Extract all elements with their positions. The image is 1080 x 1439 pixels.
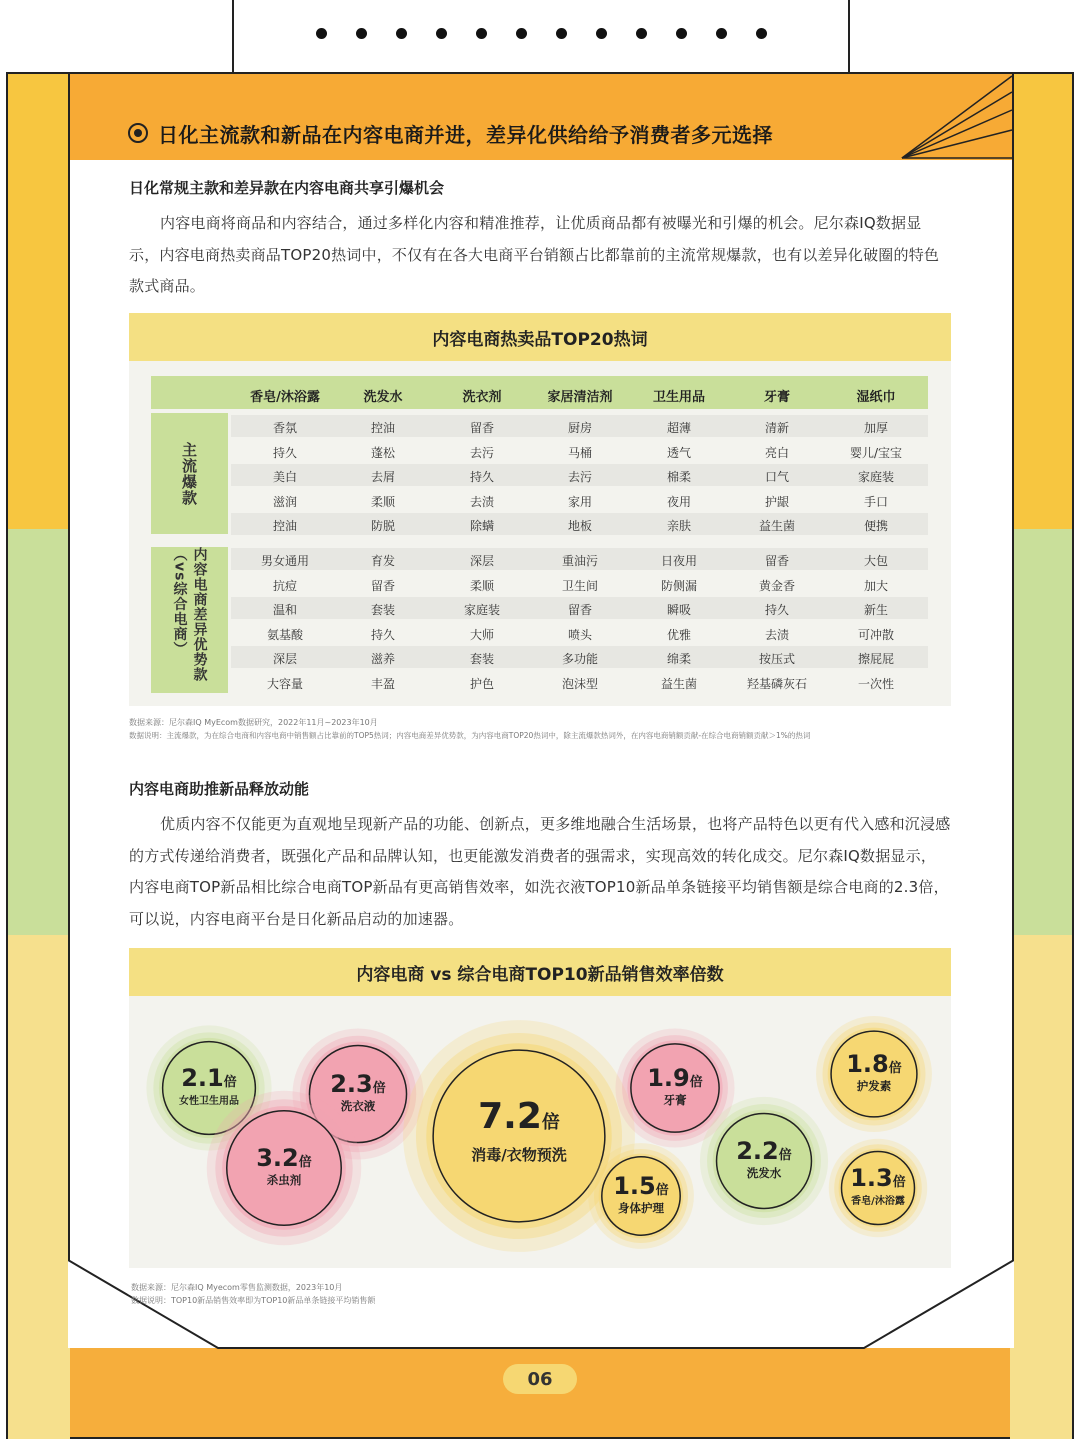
group-label-differentiated: 内容电商差异优势款（vs综合电商） xyxy=(151,547,228,693)
table-cell: 留香 xyxy=(370,578,395,593)
bubble-category-label: 洗衣液 xyxy=(340,1099,376,1113)
bubble-category-label: 消毒/衣物预洗 xyxy=(471,1146,567,1164)
table-cell: 持久 xyxy=(469,470,494,484)
table-cell: 美白 xyxy=(272,470,297,484)
table-cell: 套装 xyxy=(469,652,494,666)
table-cell: 家用 xyxy=(567,494,592,509)
bubble-chart xyxy=(129,996,951,1268)
table-cell: 持久 xyxy=(272,445,297,460)
table-cell: 黄金香 xyxy=(758,578,795,593)
bubble-value-label: 2.2倍 xyxy=(736,1137,792,1165)
table-cell: 清新 xyxy=(764,421,789,435)
table-cell: 香氛 xyxy=(272,421,297,435)
page-title: 日化主流款和新品在内容电商并进，差异化供给给予消费者多元选择 xyxy=(158,122,773,147)
table-cell: 滋养 xyxy=(370,652,395,666)
bubble-value-label: 1.3倍 xyxy=(850,1164,906,1192)
table-cell: 擦屁屁 xyxy=(857,652,894,666)
table-cell: 留香 xyxy=(469,421,494,435)
section1-paragraph: 内容电商将商品和内容结合，通过多样化内容和精准推荐，让优质商品都有被曝光和引爆的机会。尼尔森IQ数据显示，内容电商热卖商品TOP20热词中，不仅有在各大电商平台销额占比都靠前的主流常规爆款，也有以差异化破圈的特色款式商品。 xyxy=(129,214,940,295)
table-cell: 抗痘 xyxy=(272,578,297,593)
table-column-header: 香皂/沐浴露 xyxy=(250,390,320,405)
table-cell: 加大 xyxy=(863,578,888,593)
table-cell: 套装 xyxy=(370,603,395,617)
table-cell: 重油污 xyxy=(561,554,598,568)
bubble-category-label: 杀虫剂 xyxy=(266,1173,302,1187)
chart-note: 数据说明：TOP10新品销售效率即为TOP10新品单条链接平均销售额 xyxy=(131,1296,376,1305)
table-cell: 一次性 xyxy=(857,676,894,691)
table-cell: 按压式 xyxy=(758,652,795,666)
bubble-category-label: 牙膏 xyxy=(663,1093,687,1107)
table-cell: 喷头 xyxy=(567,627,592,642)
table-cell: 超薄 xyxy=(666,421,691,435)
table-cell: 去污 xyxy=(469,445,494,460)
table-cell: 羟基磷灰石 xyxy=(746,676,807,691)
bubble-value-label: 3.2倍 xyxy=(256,1144,312,1172)
table-cell: 大容量 xyxy=(266,676,303,691)
table-cell: 家庭装 xyxy=(857,470,894,484)
bubble-value-label: 2.1倍 xyxy=(181,1064,237,1092)
table-cell: 去屑 xyxy=(370,470,395,484)
table-cell: 柔顺 xyxy=(370,494,395,509)
table-cell: 蓬松 xyxy=(370,445,395,460)
table-cell: 防脱 xyxy=(370,519,395,533)
table-cell: 透气 xyxy=(666,445,691,460)
table-cell: 口气 xyxy=(764,470,789,484)
table-cell: 控油 xyxy=(272,519,297,533)
table-cell: 柔顺 xyxy=(469,578,494,593)
table-cell: 温和 xyxy=(272,603,297,617)
bubble-category-label: 身体护理 xyxy=(618,1201,664,1215)
table-column-header: 家居清洁剂 xyxy=(547,390,613,405)
table-cell: 留香 xyxy=(567,603,592,617)
table-cell: 新生 xyxy=(863,603,888,617)
table-cell: 防侧漏 xyxy=(660,578,697,593)
table-cell: 多功能 xyxy=(561,652,598,666)
table-cell: 卫生间 xyxy=(561,578,598,593)
table-cell: 滋润 xyxy=(272,494,297,509)
table-cell: 深层 xyxy=(272,652,297,666)
page-number: 06 xyxy=(503,1364,577,1394)
bubble-value-label: 1.5倍 xyxy=(613,1172,669,1200)
bubble xyxy=(816,1016,932,1132)
table-cell: 日夜用 xyxy=(660,554,697,568)
table-cell: 婴儿/宝宝 xyxy=(849,445,903,460)
table-cell: 亲肤 xyxy=(666,519,691,533)
table-title: 内容电商热卖品TOP20热词 xyxy=(129,313,951,361)
table-cell: 优雅 xyxy=(666,627,691,642)
bubble-value-label: 2.3倍 xyxy=(330,1070,386,1098)
bubble xyxy=(700,1097,828,1225)
bubble-value-label: 1.9倍 xyxy=(647,1064,703,1092)
table-cell: 马桶 xyxy=(567,445,592,460)
group-label-mainstream: 主流爆款 xyxy=(151,413,228,534)
bubble-category-label: 洗发水 xyxy=(746,1166,782,1180)
table-cell: 氨基酸 xyxy=(266,627,303,642)
table-cell: 可冲散 xyxy=(857,627,894,642)
table-cell: 深层 xyxy=(469,554,494,568)
table-column-header: 洗衣剂 xyxy=(462,390,502,405)
table-cell: 棉柔 xyxy=(666,470,691,484)
table-column-header: 湿纸巾 xyxy=(856,390,896,405)
table-cell: 丰盈 xyxy=(370,676,395,691)
chart-title: 内容电商 vs 综合电商TOP10新品销售效率倍数 xyxy=(129,948,951,996)
table-cell: 持久 xyxy=(764,603,789,617)
bubble xyxy=(207,1091,362,1246)
table-cell: 手口 xyxy=(863,494,888,509)
section2-heading: 内容电商助推新品释放动能 xyxy=(129,780,310,798)
table-cell: 去污 xyxy=(567,470,592,484)
section2-paragraph: 优质内容不仅能更为直观地呈现新产品的功能、创新点，更多维地融合生活场景，也将产品特色以更有代入感和沉浸感的方式传递给消费者，既强化产品和品牌认知，也更能激发消费者的强需求，实现高效的转化成交。尼尔森IQ数据显示，内容电商TOP新品相比综合电商TOP新品有更高销售效率，如洗衣液TOP10新品单条链接平均销售额是综合电商的2.3倍，可以说，内容电商平台是日化新品启动的加速器。 xyxy=(129,815,951,928)
table-column-header: 洗发水 xyxy=(363,390,403,405)
table-cell: 留香 xyxy=(764,554,789,568)
table-cell: 益生菌 xyxy=(758,519,795,533)
table-cell: 亮白 xyxy=(764,445,789,460)
table-cell: 去渍 xyxy=(764,627,789,642)
table-cell: 男女通用 xyxy=(260,554,309,568)
table-cell: 除螨 xyxy=(469,519,494,533)
bubble xyxy=(829,1139,928,1238)
table-cell: 持久 xyxy=(370,627,395,642)
corner-lines-decoration xyxy=(900,74,1014,160)
section1-heading: 日化常规主款和差异款在内容电商共享引爆机会 xyxy=(129,179,445,197)
page-title-row xyxy=(128,118,773,148)
table-cell: 绵柔 xyxy=(666,652,691,666)
table-note: 数据说明：主流爆款，为在综合电商和内容电商中销售额占比靠前的TOP5热词；内容电商差异优势款，为内容电商TOP20热词中，除主流爆款热词外，在内容电商销额贡献-在综合电商销额贡献＞1%的热词 xyxy=(129,731,811,740)
bubble-category-label: 护发素 xyxy=(856,1079,892,1093)
table-cell: 夜用 xyxy=(666,494,691,509)
table-source: 数据来源：尼尔森IQ MyEcom数据研究，2022年11月~2023年10月 xyxy=(129,718,378,727)
binder-dots xyxy=(232,22,850,46)
table-cell: 瞬吸 xyxy=(666,603,691,617)
table-cell: 益生菌 xyxy=(660,676,697,691)
bubble xyxy=(588,1143,694,1249)
table-cell: 护龈 xyxy=(764,494,789,509)
bubble-category-label: 香皂/沐浴露 xyxy=(851,1196,905,1207)
target-icon xyxy=(128,123,148,143)
table-cell: 控油 xyxy=(370,421,395,435)
table-cell: 加厚 xyxy=(863,421,888,435)
table-cell: 厨房 xyxy=(567,421,592,435)
table-cell: 育发 xyxy=(370,554,395,568)
bubble-category-label: 女性卫生用品 xyxy=(179,1096,239,1107)
table-cell: 大包 xyxy=(863,554,888,568)
chart-source: 数据来源：尼尔森IQ Myecom零售监测数据，2023年10月 xyxy=(131,1283,343,1292)
table-column-header: 卫生用品 xyxy=(652,390,705,405)
table-cell: 去渍 xyxy=(469,494,494,509)
bubble-value-label: 1.8倍 xyxy=(846,1050,902,1078)
table-cell: 便携 xyxy=(863,519,888,533)
table-cell: 护色 xyxy=(469,676,494,691)
bubble-value-label: 7.2倍 xyxy=(478,1096,560,1137)
table-column-header: 牙膏 xyxy=(763,390,790,405)
table-cell: 泡沫型 xyxy=(561,676,598,691)
table-cell: 地板 xyxy=(567,519,592,533)
table-cell: 大师 xyxy=(469,627,494,642)
table-cell: 家庭装 xyxy=(463,603,500,617)
